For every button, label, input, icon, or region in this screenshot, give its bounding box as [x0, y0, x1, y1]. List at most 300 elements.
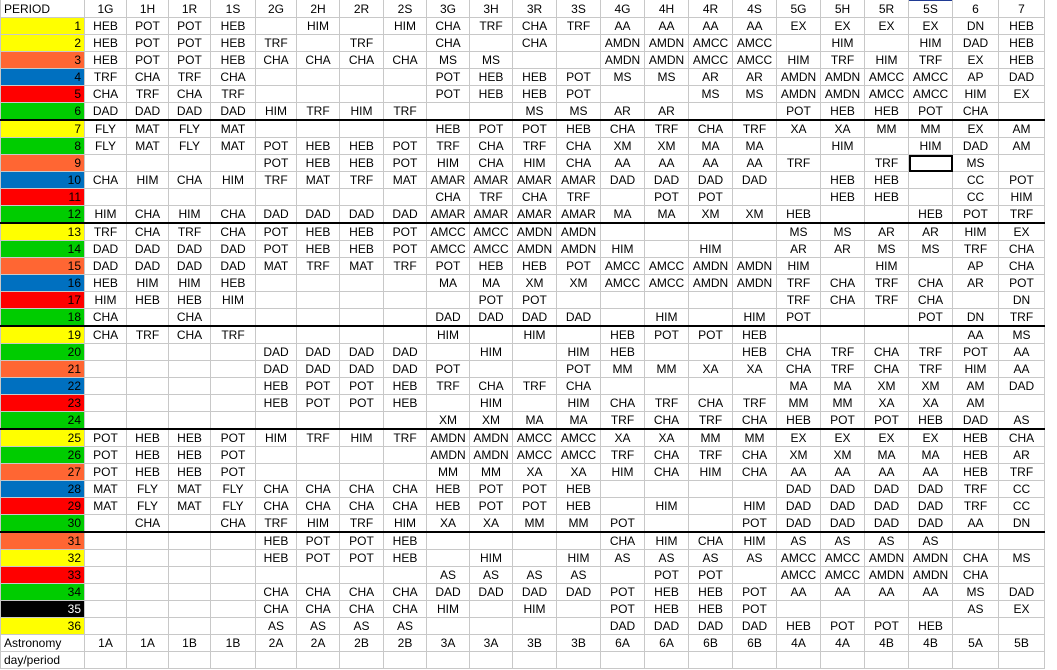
schedule-cell[interactable]: TRF [733, 395, 777, 412]
schedule-cell[interactable] [211, 584, 256, 601]
schedule-cell[interactable]: CHA [297, 584, 340, 601]
schedule-cell[interactable]: CHA [689, 532, 733, 550]
schedule-cell[interactable]: CHA [297, 52, 340, 69]
schedule-cell[interactable] [909, 258, 953, 275]
schedule-cell[interactable] [211, 601, 256, 618]
schedule-cell[interactable]: POT [169, 52, 211, 69]
schedule-cell[interactable]: AA [909, 584, 953, 601]
schedule-cell[interactable]: HIM [601, 241, 645, 258]
schedule-cell[interactable]: CHA [127, 515, 169, 533]
schedule-cell[interactable] [470, 618, 513, 635]
period-cell[interactable]: 20 [1, 344, 85, 361]
schedule-cell[interactable]: CHA [127, 206, 169, 224]
footer-cell[interactable]: 2B [340, 635, 384, 652]
period-cell[interactable]: 19 [1, 326, 85, 344]
schedule-cell[interactable]: HEB [777, 618, 821, 635]
schedule-cell[interactable]: AA [645, 18, 689, 35]
schedule-cell[interactable] [127, 567, 169, 584]
schedule-cell[interactable]: EX [999, 223, 1045, 241]
schedule-cell[interactable]: MS [733, 86, 777, 103]
schedule-cell[interactable]: AMCC [601, 258, 645, 275]
schedule-cell[interactable]: AMDN [777, 69, 821, 86]
schedule-cell[interactable]: CHA [340, 498, 384, 515]
schedule-cell[interactable]: TRF [821, 361, 865, 378]
schedule-cell[interactable] [127, 378, 169, 395]
footer-cell[interactable]: 5B [999, 635, 1045, 652]
schedule-cell[interactable]: MM [513, 515, 557, 533]
schedule-cell[interactable]: HEB [256, 378, 297, 395]
schedule-cell[interactable]: AM [953, 395, 999, 412]
schedule-cell[interactable]: AM [953, 378, 999, 395]
schedule-cell[interactable] [821, 206, 865, 224]
schedule-cell[interactable]: CC [953, 172, 999, 189]
schedule-cell[interactable]: AMDN [601, 35, 645, 52]
column-header[interactable]: 4S [733, 0, 777, 18]
schedule-cell[interactable]: TRF [733, 120, 777, 138]
schedule-cell[interactable]: AMDN [427, 429, 470, 447]
schedule-cell[interactable]: POT [127, 52, 169, 69]
schedule-cell[interactable] [645, 292, 689, 309]
schedule-cell[interactable]: CHA [297, 601, 340, 618]
column-header[interactable]: 3R [513, 0, 557, 18]
schedule-cell[interactable]: DAD [256, 361, 297, 378]
schedule-cell[interactable]: HEB [557, 498, 601, 515]
empty-cell[interactable] [85, 652, 127, 669]
schedule-cell[interactable] [689, 309, 733, 327]
schedule-cell[interactable]: HIM [821, 35, 865, 52]
schedule-cell[interactable]: HEB [909, 412, 953, 430]
schedule-cell[interactable]: HEB [127, 447, 169, 464]
schedule-cell[interactable] [557, 326, 601, 344]
schedule-cell[interactable]: AS [909, 532, 953, 550]
schedule-cell[interactable]: POT [470, 481, 513, 498]
schedule-cell[interactable]: TRF [127, 326, 169, 344]
schedule-cell[interactable] [85, 378, 127, 395]
schedule-cell[interactable]: AMCC [513, 429, 557, 447]
schedule-cell[interactable]: HIM [384, 18, 427, 35]
column-header[interactable]: 3G [427, 0, 470, 18]
schedule-cell[interactable] [601, 292, 645, 309]
period-cell[interactable]: 29 [1, 498, 85, 515]
schedule-cell[interactable]: XA [513, 464, 557, 481]
schedule-cell[interactable]: HIM [689, 241, 733, 258]
schedule-cell[interactable]: HIM [470, 550, 513, 567]
schedule-cell[interactable]: DAD [689, 618, 733, 635]
period-cell[interactable]: 13 [1, 223, 85, 241]
schedule-cell[interactable]: HIM [733, 532, 777, 550]
schedule-cell[interactable] [384, 464, 427, 481]
schedule-cell[interactable]: EX [865, 18, 909, 35]
schedule-cell[interactable]: MAT [169, 481, 211, 498]
schedule-cell[interactable]: AMAR [427, 172, 470, 189]
schedule-cell[interactable]: POT [256, 138, 297, 155]
schedule-cell[interactable] [256, 567, 297, 584]
schedule-cell[interactable]: CHA [645, 412, 689, 430]
schedule-cell[interactable]: CHA [645, 447, 689, 464]
schedule-cell[interactable]: AA [645, 155, 689, 172]
schedule-cell[interactable]: HEB [865, 103, 909, 121]
schedule-cell[interactable]: POT [999, 172, 1045, 189]
schedule-cell[interactable]: HEB [340, 155, 384, 172]
schedule-cell[interactable]: POT [127, 18, 169, 35]
schedule-cell[interactable]: AS [645, 550, 689, 567]
schedule-cell[interactable]: XA [909, 395, 953, 412]
column-header[interactable]: 1R [169, 0, 211, 18]
footer-cell[interactable]: 6B [689, 635, 733, 652]
schedule-cell[interactable]: HIM [427, 155, 470, 172]
empty-cell[interactable] [384, 652, 427, 669]
schedule-cell[interactable] [689, 481, 733, 498]
schedule-cell[interactable] [340, 18, 384, 35]
schedule-cell[interactable] [384, 86, 427, 103]
schedule-cell[interactable]: CC [953, 189, 999, 206]
schedule-cell[interactable]: CHA [821, 292, 865, 309]
schedule-cell[interactable]: XA [865, 395, 909, 412]
schedule-cell[interactable] [384, 326, 427, 344]
schedule-cell[interactable] [127, 412, 169, 430]
schedule-cell[interactable]: XA [601, 429, 645, 447]
schedule-cell[interactable]: HEB [297, 138, 340, 155]
schedule-cell[interactable]: AMDN [821, 69, 865, 86]
schedule-cell[interactable] [733, 378, 777, 395]
schedule-cell[interactable]: DAD [777, 515, 821, 533]
schedule-cell[interactable]: POT [169, 35, 211, 52]
column-header[interactable]: 1H [127, 0, 169, 18]
schedule-cell[interactable] [384, 275, 427, 292]
schedule-cell[interactable]: EX [953, 52, 999, 69]
schedule-cell[interactable] [427, 532, 470, 550]
schedule-cell[interactable]: POT [865, 412, 909, 430]
schedule-cell[interactable]: TRF [256, 172, 297, 189]
schedule-cell[interactable]: MA [601, 206, 645, 224]
schedule-cell[interactable]: XA [689, 361, 733, 378]
schedule-cell[interactable] [256, 120, 297, 138]
schedule-cell[interactable]: AMDN [557, 223, 601, 241]
schedule-cell[interactable] [601, 498, 645, 515]
period-cell[interactable]: 17 [1, 292, 85, 309]
schedule-cell[interactable]: CHA [777, 361, 821, 378]
schedule-cell[interactable]: XM [645, 138, 689, 155]
schedule-cell[interactable]: DAD [85, 258, 127, 275]
schedule-cell[interactable]: HEB [211, 275, 256, 292]
schedule-cell[interactable]: EX [909, 18, 953, 35]
schedule-cell[interactable]: TRF [256, 35, 297, 52]
schedule-cell[interactable]: CHA [470, 378, 513, 395]
schedule-cell[interactable]: TRF [953, 498, 999, 515]
empty-cell[interactable] [256, 652, 297, 669]
schedule-cell[interactable]: TRF [256, 515, 297, 533]
schedule-cell[interactable] [211, 344, 256, 361]
schedule-cell[interactable]: POT [557, 69, 601, 86]
schedule-cell[interactable]: TRF [297, 103, 340, 121]
schedule-cell[interactable]: POT [777, 309, 821, 327]
footer-cell[interactable]: 4A [777, 635, 821, 652]
schedule-cell[interactable] [85, 618, 127, 635]
schedule-cell[interactable]: CHA [999, 258, 1045, 275]
schedule-cell[interactable]: DN [999, 292, 1045, 309]
schedule-cell[interactable]: DAD [513, 309, 557, 327]
schedule-cell[interactable]: AMCC [645, 258, 689, 275]
schedule-cell[interactable] [169, 618, 211, 635]
schedule-cell[interactable]: CHA [909, 292, 953, 309]
schedule-cell[interactable]: FLY [85, 138, 127, 155]
schedule-cell[interactable]: CHA [953, 103, 999, 121]
schedule-cell[interactable] [733, 292, 777, 309]
schedule-cell[interactable]: TRF [85, 69, 127, 86]
schedule-cell[interactable]: HIM [645, 309, 689, 327]
schedule-cell[interactable]: MS [513, 103, 557, 121]
schedule-cell[interactable] [427, 344, 470, 361]
schedule-cell[interactable]: HIM [953, 223, 999, 241]
schedule-cell[interactable]: MA [733, 138, 777, 155]
schedule-cell[interactable]: HIM [513, 601, 557, 618]
schedule-cell[interactable]: DAD [211, 258, 256, 275]
schedule-cell[interactable]: TRF [821, 344, 865, 361]
schedule-cell[interactable]: MM [689, 429, 733, 447]
schedule-cell[interactable] [384, 447, 427, 464]
schedule-cell[interactable]: MS [427, 52, 470, 69]
schedule-cell[interactable]: CHA [689, 120, 733, 138]
schedule-cell[interactable]: AMCC [909, 86, 953, 103]
schedule-cell[interactable]: DAD [211, 241, 256, 258]
schedule-cell[interactable]: CHA [340, 52, 384, 69]
schedule-cell[interactable]: AS [733, 550, 777, 567]
schedule-cell[interactable]: AS [297, 618, 340, 635]
schedule-cell[interactable] [733, 223, 777, 241]
schedule-cell[interactable] [470, 103, 513, 121]
schedule-cell[interactable]: AMCC [821, 567, 865, 584]
schedule-cell[interactable]: AMDN [865, 567, 909, 584]
period-cell[interactable]: 33 [1, 567, 85, 584]
schedule-cell[interactable]: CHA [953, 567, 999, 584]
schedule-cell[interactable]: TRF [427, 378, 470, 395]
schedule-cell[interactable]: CHA [513, 18, 557, 35]
schedule-cell[interactable]: TRF [297, 429, 340, 447]
schedule-cell[interactable] [169, 567, 211, 584]
schedule-cell[interactable]: AMAR [513, 172, 557, 189]
schedule-cell[interactable]: HIM [953, 361, 999, 378]
column-header[interactable]: 3S [557, 0, 601, 18]
schedule-cell[interactable] [601, 86, 645, 103]
schedule-cell[interactable]: AMDN [470, 447, 513, 464]
schedule-cell[interactable] [256, 309, 297, 327]
schedule-cell[interactable]: AMCC [427, 223, 470, 241]
schedule-cell[interactable] [169, 378, 211, 395]
schedule-cell[interactable]: AR [733, 69, 777, 86]
schedule-cell[interactable]: TRF [513, 138, 557, 155]
schedule-cell[interactable] [169, 412, 211, 430]
footer-cell[interactable]: 4A [821, 635, 865, 652]
schedule-cell[interactable] [169, 515, 211, 533]
schedule-cell[interactable]: POT [909, 309, 953, 327]
schedule-cell[interactable]: AA [733, 155, 777, 172]
schedule-cell[interactable]: CHA [297, 498, 340, 515]
schedule-cell[interactable]: AA [865, 464, 909, 481]
schedule-cell[interactable]: EX [777, 429, 821, 447]
schedule-cell[interactable] [340, 275, 384, 292]
schedule-cell[interactable]: POT [557, 258, 601, 275]
schedule-cell[interactable]: POT [513, 120, 557, 138]
schedule-cell[interactable]: AMCC [513, 447, 557, 464]
schedule-cell[interactable]: AMCC [865, 86, 909, 103]
schedule-cell[interactable]: MM [909, 120, 953, 138]
schedule-cell[interactable]: AS [865, 532, 909, 550]
column-header[interactable]: 7 [999, 0, 1045, 18]
schedule-cell[interactable]: MAT [256, 258, 297, 275]
schedule-cell[interactable]: POT [689, 189, 733, 206]
schedule-cell[interactable] [865, 309, 909, 327]
schedule-cell[interactable]: TRF [384, 429, 427, 447]
footer-cell[interactable]: 3B [513, 635, 557, 652]
schedule-cell[interactable]: TRF [557, 18, 601, 35]
schedule-cell[interactable]: AS [384, 618, 427, 635]
schedule-cell[interactable]: XM [601, 138, 645, 155]
schedule-cell[interactable]: CHA [909, 275, 953, 292]
column-header[interactable]: 6 [953, 0, 999, 18]
schedule-cell[interactable]: HIM [211, 292, 256, 309]
schedule-cell[interactable]: HIM [427, 326, 470, 344]
column-header[interactable]: 2G [256, 0, 297, 18]
schedule-cell[interactable]: MA [821, 378, 865, 395]
schedule-cell[interactable]: HIM [953, 86, 999, 103]
schedule-cell[interactable]: AMCC [557, 429, 601, 447]
empty-cell[interactable] [909, 652, 953, 669]
schedule-cell[interactable]: DAD [953, 138, 999, 155]
schedule-cell[interactable]: CHA [733, 447, 777, 464]
schedule-cell[interactable]: TRF [384, 103, 427, 121]
schedule-cell[interactable]: POT [865, 618, 909, 635]
schedule-cell[interactable] [999, 618, 1045, 635]
schedule-cell[interactable]: AS [689, 550, 733, 567]
schedule-cell[interactable] [777, 326, 821, 344]
schedule-cell[interactable]: AMAR [557, 172, 601, 189]
schedule-cell[interactable]: HEB [256, 550, 297, 567]
schedule-cell[interactable]: DAD [557, 309, 601, 327]
empty-cell[interactable] [601, 652, 645, 669]
schedule-cell[interactable] [733, 103, 777, 121]
schedule-cell[interactable]: MAT [297, 172, 340, 189]
schedule-cell[interactable]: POT [297, 532, 340, 550]
schedule-cell[interactable]: CHA [427, 18, 470, 35]
schedule-cell[interactable]: CHA [953, 550, 999, 567]
schedule-cell[interactable]: EX [999, 601, 1045, 618]
schedule-cell[interactable] [340, 464, 384, 481]
empty-cell[interactable] [953, 652, 999, 669]
schedule-cell[interactable]: AA [865, 584, 909, 601]
schedule-cell[interactable] [689, 498, 733, 515]
schedule-cell[interactable]: DAD [127, 258, 169, 275]
schedule-cell[interactable] [340, 86, 384, 103]
schedule-cell[interactable]: HIM [909, 138, 953, 155]
schedule-cell[interactable] [645, 481, 689, 498]
schedule-cell[interactable] [689, 292, 733, 309]
schedule-cell[interactable] [427, 292, 470, 309]
schedule-cell[interactable]: HEB [953, 429, 999, 447]
schedule-cell[interactable] [85, 532, 127, 550]
empty-cell[interactable] [733, 652, 777, 669]
schedule-cell[interactable] [297, 309, 340, 327]
column-header[interactable]: 5R [865, 0, 909, 18]
schedule-cell[interactable]: MS [999, 326, 1045, 344]
schedule-cell[interactable] [256, 69, 297, 86]
schedule-cell[interactable]: FLY [211, 481, 256, 498]
schedule-cell[interactable]: DAD [689, 172, 733, 189]
schedule-cell[interactable] [211, 189, 256, 206]
schedule-cell[interactable]: TRF [909, 361, 953, 378]
schedule-cell[interactable]: HIM [557, 550, 601, 567]
schedule-cell[interactable]: CHA [601, 120, 645, 138]
column-header[interactable]: 4G [601, 0, 645, 18]
schedule-cell[interactable]: HIM [865, 258, 909, 275]
schedule-cell[interactable]: EX [909, 429, 953, 447]
schedule-cell[interactable]: HEB [340, 223, 384, 241]
schedule-cell[interactable] [865, 326, 909, 344]
schedule-cell[interactable] [211, 395, 256, 412]
schedule-cell[interactable] [256, 292, 297, 309]
schedule-cell[interactable]: EX [821, 18, 865, 35]
schedule-cell[interactable] [340, 292, 384, 309]
schedule-cell[interactable]: MAT [127, 120, 169, 138]
schedule-cell[interactable]: POT [645, 189, 689, 206]
schedule-cell[interactable] [909, 601, 953, 618]
schedule-cell[interactable]: HEB [384, 395, 427, 412]
schedule-cell[interactable]: POT [733, 584, 777, 601]
schedule-cell[interactable]: AS [953, 601, 999, 618]
footer-cell[interactable]: 2B [384, 635, 427, 652]
schedule-cell[interactable]: HEB [733, 344, 777, 361]
schedule-cell[interactable]: HIM [127, 172, 169, 189]
schedule-cell[interactable]: HIM [689, 464, 733, 481]
schedule-cell[interactable] [127, 550, 169, 567]
schedule-cell[interactable] [297, 326, 340, 344]
schedule-cell[interactable]: XM [470, 412, 513, 430]
schedule-cell[interactable]: TRF [169, 69, 211, 86]
schedule-cell[interactable]: FLY [169, 120, 211, 138]
schedule-cell[interactable] [645, 241, 689, 258]
schedule-cell[interactable]: CHA [340, 584, 384, 601]
schedule-cell[interactable]: TRF [470, 18, 513, 35]
schedule-cell[interactable] [557, 601, 601, 618]
schedule-cell[interactable] [470, 361, 513, 378]
schedule-cell[interactable]: TRF [645, 120, 689, 138]
schedule-cell[interactable]: TRF [953, 241, 999, 258]
schedule-cell[interactable]: POT [384, 223, 427, 241]
schedule-cell[interactable] [384, 120, 427, 138]
schedule-cell[interactable] [85, 567, 127, 584]
schedule-cell[interactable]: MS [777, 223, 821, 241]
schedule-cell[interactable]: DAD [821, 498, 865, 515]
schedule-cell[interactable]: HEB [470, 69, 513, 86]
schedule-cell[interactable]: AM [999, 138, 1045, 155]
period-cell[interactable]: 11 [1, 189, 85, 206]
schedule-cell[interactable]: CHA [601, 395, 645, 412]
schedule-cell[interactable]: DN [953, 309, 999, 327]
schedule-cell[interactable]: HIM [470, 395, 513, 412]
schedule-cell[interactable]: AA [999, 361, 1045, 378]
schedule-cell[interactable]: DAD [865, 515, 909, 533]
schedule-cell[interactable] [127, 155, 169, 172]
schedule-cell[interactable]: HIM [340, 429, 384, 447]
schedule-cell[interactable] [601, 567, 645, 584]
schedule-cell[interactable]: MS [601, 69, 645, 86]
footer-cell[interactable]: 1A [85, 635, 127, 652]
schedule-cell[interactable]: AR [865, 223, 909, 241]
schedule-cell[interactable]: POT [953, 206, 999, 224]
schedule-cell[interactable] [256, 189, 297, 206]
schedule-cell[interactable]: CHA [384, 52, 427, 69]
schedule-cell[interactable]: MA [777, 378, 821, 395]
schedule-cell[interactable]: POT [601, 601, 645, 618]
